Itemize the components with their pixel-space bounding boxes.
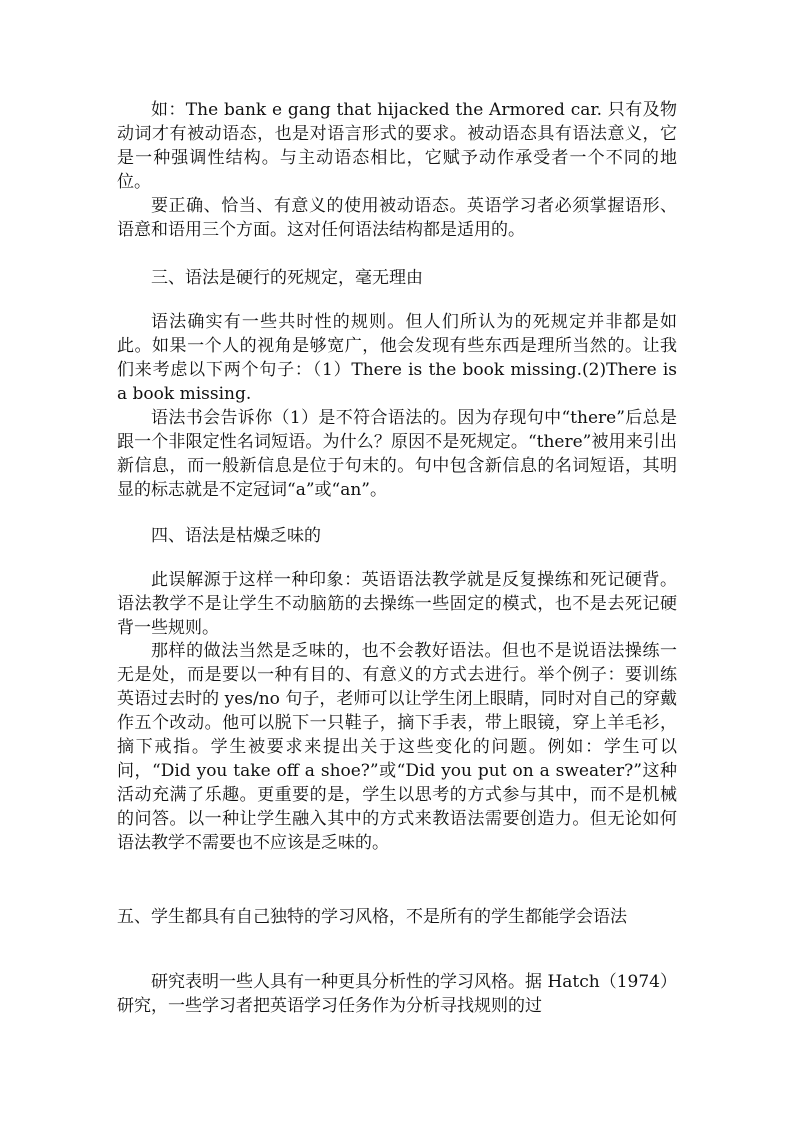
section-heading-3: 三、语法是硬行的死规定，毫无理由 xyxy=(151,268,423,288)
section-heading-5: 五、学生都具有自己独特的学习风格，不是所有的学生都能学会语法 xyxy=(117,907,627,927)
paragraph-passive-voice-example: 如：The bank e gang that hijacked the Armored car. 只有及物动词才有被动语态，也是对语言形式的要求。被动语态具有语法意义，它是一种强调性结构。与主动语态相比，它赋予动作承受者一个不同的地位。 xyxy=(117,100,677,192)
paragraph-synchronic-rules: 语法确实有一些共时性的规则。但人们所认为的死规定并非都是如此。如果一个人的视角是够宽广，他会发现有些东西是理所当然的。让我们来考虑以下两个句子：（1）There is the book missing.(2)There is a book missing. xyxy=(117,312,677,404)
paragraph-meaningful-practice: 那样的做法当然是乏味的，也不会教好语法。但也不是说语法操练一无是处，而是要以一种有目的、有意义的方式去进行。举个例子：要训练英语过去时的 yes/no 句子，老师可以让学生闭上眼睛，同时对自己的穿戴作五个改动。他可以脱下一只鞋子，摘下手表，带上眼镜，穿上羊毛衫，摘下戒指。学生被要求来提出关于这些变化的问题。例如：学生可以问，“Did you take off a shoe?”或“Did you put on a sweater?”这种活动充满了乐趣。更重要的是，学生以思考的方式参与其中，而不是机械的问答。以一种让学生融入其中的方式来教语法需要创造力。但无论如何语法教学不需要也不应该是乏味的。 xyxy=(117,641,677,853)
section-heading-4: 四、语法是枯燥乏味的 xyxy=(151,526,321,546)
paragraph-passive-voice-mastery: 要正确、恰当、有意义的使用被动语态。英语学习者必须掌握语形、语意和语用三个方面。这对任何语法结构都是适用的。 xyxy=(117,196,677,240)
paragraph-existential-there: 语法书会告诉你（1）是不符合语法的。因为存现句中“there”后总是跟一个非限定性名词短语。为什么？原因不是死规定。“there”被用来引出新信息，而一般新信息是位于句末的。句中包含新信息的名词短语，其明显的标志就是不定冠词“a”或“an”。 xyxy=(117,408,677,500)
paragraph-misconception-origin: 此误解源于这样一种印象：英语语法教学就是反复操练和死记硬背。语法教学不是让学生不动脑筋的去操练一些固定的模式，也不是去死记硬背一些规则。 xyxy=(117,570,677,638)
paragraph-learning-styles: 研究表明一些人具有一种更具分析性的学习风格。据 Hatch（1974）研究，一些学习者把英语学习任务作为分析寻找规则的过 xyxy=(117,972,677,1016)
